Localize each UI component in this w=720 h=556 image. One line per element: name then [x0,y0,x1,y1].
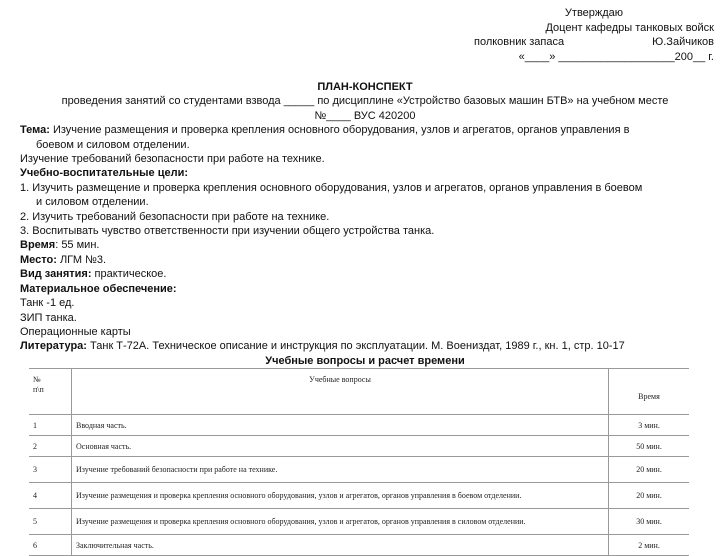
theme-line [20,123,710,137]
row-time: 30 мин. [609,509,690,535]
row-question: Изучение требований безопасности при работе на технике. [72,457,609,483]
literature-label: Литература: [20,340,87,353]
row-num: 3 [29,457,72,483]
header-num: № [33,375,41,384]
row-question: Заключительная часть. [72,535,609,556]
literature-line [20,339,710,353]
theme-text-cont: боевом и силовом отделении. [36,138,190,151]
row-question: Изучение размещения и проверка крепления основного оборудования, узлов и агрегатов, органов управления в силовом отделении. [72,509,609,535]
goals-label: Учебно-воспитательные цели: [20,167,189,180]
row-time: 50 мин. [609,436,690,457]
table-row [29,509,689,535]
place-value: ЛГМ №3. [56,253,107,266]
kind-label: Вид занятия: [20,268,92,281]
kind-value: практическое. [91,268,167,281]
row-num: 5 [29,509,72,535]
theme-text: Изучение размещения и проверка крепления основного оборудования, узлов и агрегатов, органов управления в [52,124,630,137]
table-row [29,483,689,509]
vus-line: №____ ВУС 420200 [314,109,416,122]
row-question: Основная часть. [72,436,609,457]
materials-item: Операционные карты [20,325,131,338]
approver-rank: полковник запаса [474,36,565,49]
header-num-cell [29,369,72,415]
goal-item-1: 1. Изучить размещение и проверка крепления основного оборудования, узлов и агрегатов, органов управления в боевом [20,181,643,194]
materials-item: Танк -1 ед. [20,297,75,310]
theme-safety: Изучение требований безопасности при работе на технике. [20,153,325,166]
approval-heading: Утверждаю [564,7,624,19]
row-question: Вводная часть. [72,415,609,436]
time-label: Время [20,239,56,252]
plan-body [20,80,710,368]
time-value: : 55 мин. [55,239,100,252]
goal-item-2: 2. Изучить требований безопасности при работе на технике. [20,210,330,223]
approver-rank-row [474,35,714,50]
table-row [29,535,689,556]
approver-position: Доцент кафедры танковых войск [545,21,714,34]
row-question: Изучение размещения и проверка крепления основного оборудования, узлов и агрегатов, органов управления в боевом отделении. [72,483,609,509]
table-row [29,415,689,436]
row-num: 6 [29,535,72,556]
header-question: Учебные вопросы [72,369,609,415]
materials-label: Материальное обеспечение: [20,282,177,295]
row-time: 2 мин. [609,535,690,556]
header-num-2: п\п [33,385,44,394]
table-header-row [29,369,689,415]
document-subtitle: проведения занятий со студентами взвода _____ по дисциплине «Устройство базовых машин БТВ» на учебном месте [61,95,669,108]
row-num: 1 [29,415,72,436]
row-num: 4 [29,483,72,509]
place-line [20,253,710,267]
theme-label: Тема: [20,124,50,137]
row-time: 20 мин. [609,483,690,509]
table-row [29,457,689,483]
row-num: 2 [29,436,72,457]
row-time: 3 мин. [609,415,690,436]
goal-item-1-cont: и силовом отделении. [36,196,149,209]
approval-block [474,6,714,64]
header-time: Время [609,369,690,415]
literature-text: Танк Т-72А. Техническое описание и инструкция по эксплуатации. М. Воениздат, 1989 г., кн. 1, стр. 10-17 [86,340,625,353]
approval-date: «____» ___________________200__ г. [518,50,714,63]
materials-item: ЗИП танка. [20,311,77,324]
row-time: 20 мин. [609,457,690,483]
time-line [20,238,710,252]
schedule-table [29,368,689,556]
kind-line [20,267,710,281]
approver-name: Ю.Зайчиков [652,36,714,49]
document-title: ПЛАН-КОНСПЕКТ [317,81,413,93]
schedule-title: Учебные вопросы и расчет времени [265,354,465,367]
table-row [29,436,689,457]
place-label: Место: [20,253,57,266]
goal-item-3: 3. Воспитывать чувство ответственности при изучении общего устройства танка. [20,225,435,238]
